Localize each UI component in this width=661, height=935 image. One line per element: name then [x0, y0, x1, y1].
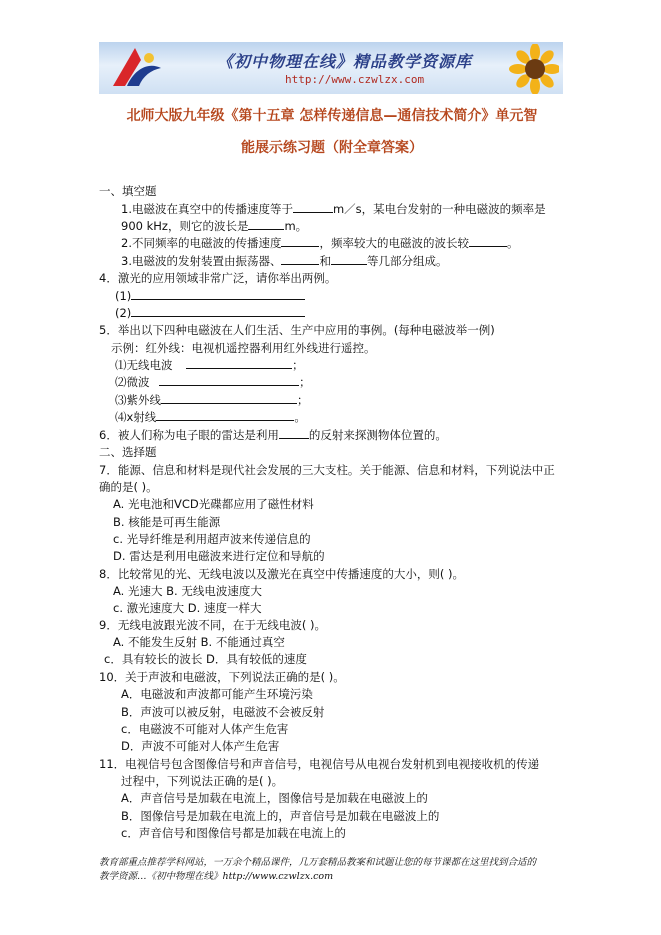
question-6 [99, 427, 447, 443]
document-title-line-1: 北师大版九年级《第十五章 怎样传递信息—通信技术简介》单元智 [126, 108, 538, 124]
question-11-option-a: A．声音信号是加载在电流上，图像信号是加载在电磁波上的 [121, 791, 428, 805]
q3-text-c: 等几部分组成。 [366, 254, 448, 268]
section-heading-choice: 二、选择题 [99, 445, 157, 459]
section-heading-fill: 一、填空题 [99, 184, 157, 198]
answer-blank [331, 253, 367, 265]
question-5: 5．举出以下四种电磁波在人们生活、生产中应用的事例。(每种电磁波举一例) [99, 323, 495, 337]
footer-line-2: 教学资源…《初中物理在线》http://www.czwlzx.com [99, 871, 334, 882]
question-9-options-cd: c．具有较长的波长 D．具有较低的速度 [104, 652, 307, 666]
q5-item-4-label: ⑷x射线 [115, 410, 157, 424]
site-banner [99, 42, 563, 94]
question-10-option-d: D．声波不可能对人体产生危害 [121, 739, 280, 753]
q5-item-2-label: ⑵微波 [115, 375, 150, 389]
semicolon: ； [299, 375, 311, 389]
question-5-example: 示例：红外线：电视机遥控器利用红外线进行遥控。 [111, 341, 376, 355]
sunflower-icon [505, 44, 559, 94]
question-8-options-cd: c. 激光速度大 D. 速度一样大 [113, 601, 262, 615]
question-7-line-1: 7．能源、信息和材料是现代社会发展的三大支柱。关于能源、信息和材料，下列说法中正 [99, 463, 555, 477]
q6-text-b: 的反射来探测物体位置的。 [308, 428, 447, 442]
question-11-option-c: c．声音信号和图像信号都是加载在电流上的 [121, 826, 346, 840]
answer-blank [248, 218, 284, 230]
question-8-options-ab: A. 光速大 B. 无线电波速度大 [113, 584, 262, 598]
q3-text-b: 和 [319, 254, 331, 268]
q4-item-1-label: (1) [115, 289, 132, 303]
question-10: 10．关于声波和电磁波，下列说法正确的是( )。 [99, 670, 345, 684]
semicolon: ； [292, 358, 304, 372]
question-7-line-2: 确的是( )。 [99, 480, 158, 494]
question-7-option-a: A. 光电池和VCD光碟都应用了磁性材料 [113, 497, 314, 511]
question-4: 4．激光的应用领域非常广泛，请你举出两例。 [99, 271, 337, 285]
q1-text-c: 900 kHz，则它的波长是 [121, 219, 249, 233]
q2-text-b: ，频率较大的电磁波的波长较 [319, 236, 469, 250]
question-4-answer-1 [115, 288, 305, 304]
question-9-options-ab: A. 不能发生反射 B. 不能通过真空 [113, 635, 285, 649]
question-4-answer-2 [115, 305, 305, 321]
question-5-item-4 [115, 409, 306, 425]
question-11-line-1: 11．电视信号包含图像信号和声音信号，电视信号从电视台发射机到电视接收机的传递 [99, 757, 540, 771]
page-footer [99, 856, 579, 884]
question-1-line-2 [121, 218, 307, 234]
document-title-line-2: 能展示练习题（附全章答案） [241, 140, 423, 156]
question-10-option-c: c．电磁波不可能对人体产生危害 [121, 722, 289, 736]
banner-url: http://www.czwlzx.com [285, 73, 425, 86]
q5-item-1-label: ⑴无线电波 [115, 358, 173, 372]
question-9: 9．无线电波跟光波不同，在于无线电波( )。 [99, 618, 326, 632]
question-11-line-2: 过程中，下列说法正确的是( )。 [121, 774, 284, 788]
site-logo-icon [105, 46, 169, 92]
answer-line [159, 374, 299, 386]
answer-line [131, 288, 305, 300]
period: 。 [294, 410, 306, 424]
answer-blank [279, 427, 309, 439]
answer-blank [293, 201, 333, 213]
q1-text-b: m／s，某电台发射的一种电磁波的频率是 [332, 202, 546, 216]
answer-line [161, 392, 297, 404]
question-5-item-2 [115, 374, 311, 390]
q2-text-c: 。 [506, 236, 519, 250]
question-7-option-d: D. 雷达是利用电磁波来进行定位和导航的 [113, 549, 325, 563]
question-8: 8．比较常见的光、无线电波以及激光在真空中传播速度的大小，则( )。 [99, 567, 464, 581]
answer-blank [281, 235, 319, 247]
question-3 [121, 253, 447, 269]
q6-text-a: 6．被人们称为电子眼的雷达是利用 [99, 428, 279, 442]
banner-title: 《初中物理在线》精品教学资源库 [217, 52, 473, 71]
footer-line-1: 教育部重点推荐学科网站，一万余个精品课件，几万套精品教案和试题让您的每节课都在这里找到合适的 [99, 857, 537, 868]
answer-blank [469, 235, 507, 247]
question-7-option-b: B. 核能是可再生能源 [113, 515, 221, 529]
q2-text-a: 2.不同频率的电磁波的传播速度 [121, 236, 282, 250]
question-11-option-b: B．图像信号是加载在电流上的，声音信号是加载在电磁波上的 [121, 809, 440, 823]
question-10-option-b: B．声波可以被反射，电磁波不会被反射 [121, 705, 325, 719]
question-7-option-c: c. 光导纤维是利用超声波来传递信息的 [113, 532, 311, 546]
question-10-option-a: A．电磁波和声波都可能产生环境污染 [121, 687, 313, 701]
q3-text-a: 3.电磁波的发射装置由振荡器、 [121, 254, 282, 268]
q5-item-3-label: ⑶紫外线 [115, 393, 161, 407]
question-5-item-1 [115, 357, 304, 373]
q1-text-d: m。 [284, 219, 308, 233]
semicolon: ； [297, 393, 309, 407]
answer-blank [281, 253, 319, 265]
answer-line [186, 357, 292, 369]
q1-text-a: 1.电磁波在真空中的传播速度等于 [121, 202, 293, 216]
question-2 [121, 235, 518, 251]
question-5-item-3 [115, 392, 309, 408]
answer-line [156, 409, 294, 421]
q4-item-2-label: (2) [115, 306, 132, 320]
question-1-line-1 [121, 201, 546, 217]
answer-line [131, 305, 305, 317]
